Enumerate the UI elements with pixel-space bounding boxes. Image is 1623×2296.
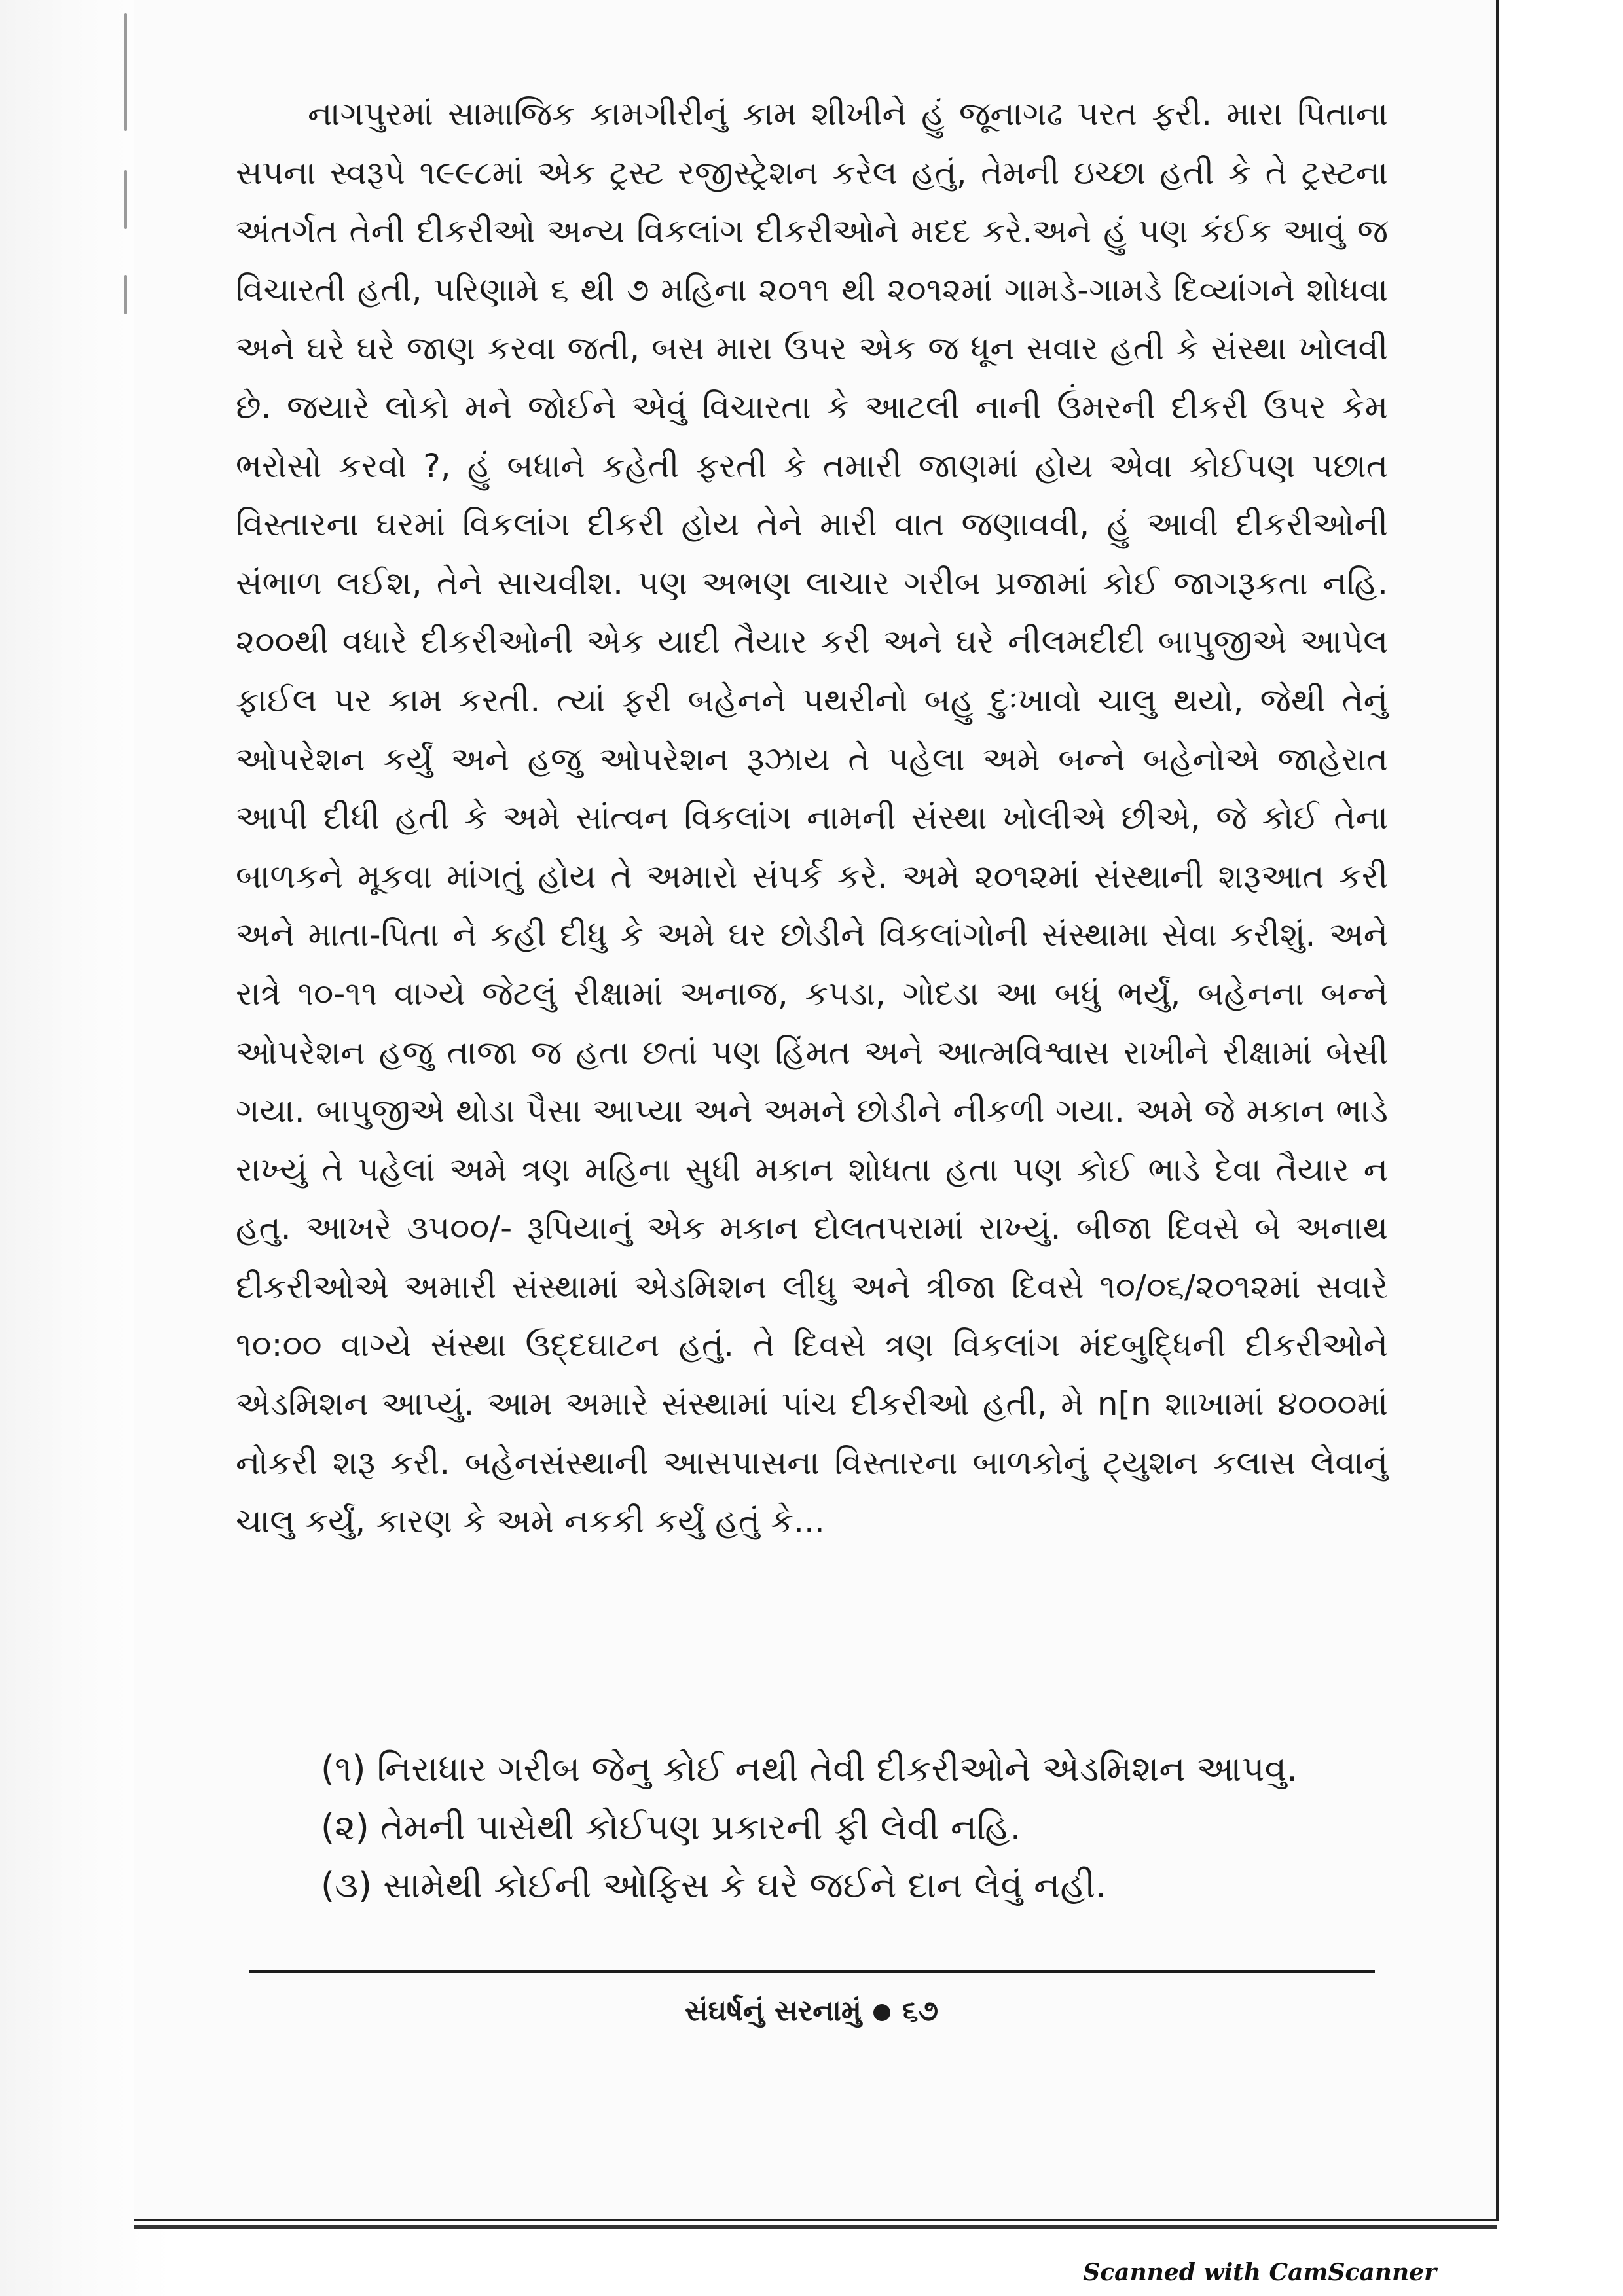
book-title: સંઘર્ષનું સરનામું <box>684 1994 862 2028</box>
body-paragraph: નાગપુરમાં સામાજિક કામગીરીનું કામ શીખીને હું જૂનાગઢ પરત ફરી. મારા પિતાના સપના સ્વરૂપે ૧૯૯૮માં એક ટ્રસ્ટ રજીસ્ટ્રેશન કરેલ હતું, તેમની ઇચ્છા હતી કે તે ટ્રસ્ટના અંતર્ગત તેની દીકરીઓ અન્ય વિકલાંગ દીકરીઓને મદદ કરે.અને હું પણ કંઈક આવું જ વિચારતી હતી, પરિણામે ૬ થી ૭ મહિના ૨૦૧૧ થી ૨૦૧૨માં ગામડે-ગામડે દિવ્યાંગને શોધવા અને ઘરે ઘરે જાણ કરવા જતી, બસ મારા ઉપર એક જ ધૂન સવાર હતી કે સંસ્થા ખોલવી છે. જયારે લોકો મને જોઈને એવું વિચારતા કે આટલી નાની ઉંમરની દીકરી ઉપર કેમ ભરોસો કરવો ?, હું બધાને કહેતી ફરતી કે તમારી જાણમાં હોય એવા કોઈપણ પછાત વિસ્તારના ઘરમાં વિકલાંગ દીકરી હોય તેને મારી વાત જણાવવી, હું આવી દીકરીઓની સંભાળ લઈશ, તેને સાચવીશ. પણ અભણ લાચાર ગરીબ પ્રજામાં કોઈ જાગરૂકતા નહિ. ૨૦૦થી વધારે દીકરીઓની એક યાદી તૈયાર કરી અને ઘરે નીલમદીદી બાપુજીએ આપેલ ફાઈલ પર કામ કરતી. ત્યાં ફરી બહેનને પથરીનો બહુ દુઃખાવો ચાલુ થયો, જેથી તેનું ઓપરેશન કર્યું અને હજુ ઓપરેશન રૂઝાય તે પહેલા અમે બન્ને બહેનોએ જાહેરાત આપી દીધી હતી કે અમે સાંત્વન વિકલાંગ નામની સંસ્થા ખોલીએ છીએ, જે કોઈ તેના બાળકને મૂકવા માંગતું હોય તે અમારો સંપર્ક કરે. અમે ૨૦૧૨માં સંસ્થાની શરૂઆત કરી અને માતા-પિતા ને કહી દીધુ કે અમે ઘર છોડીને વિકલાંગોની સંસ્થામા સેવા કરીશું. અને રાત્રે ૧૦-૧૧ વાગ્યે જેટલું રીક્ષામાં અનાજ, કપડા, ગોદડા આ બધું ભર્યું, બહેનના બન્ને ઓપરેશન હજુ તાજા જ હતા છતાં પણ હિંમત અને આત્મવિશ્વાસ રાખીને રીક્ષામાં બેસી ગયા. બાપુજીએ થોડા પૈસા આપ્યા અને અમને છોડીને નીકળી ગયા. અમે જે મકાન ભાડે રાખ્યું તે પહેલાં અમે ત્રણ મહિના સુધી મકાન શોધતા હતા પણ કોઈ ભાડે દેવા તૈયાર ન હતુ. આખરે ૩૫૦૦/- રૂપિયાનું એક મકાન દોલતપરામાં રાખ્યું. બીજા દિવસે બે અનાથ દીકરીઓએ અમારી સંસ્થામાં એડમિશન લીધુ અને ત્રીજા દિવસે ૧૦/૦૬/૨૦૧૨માં સવારે ૧૦:૦૦ વાગ્યે સંસ્થા ઉદ્દઘાટન હતું. તે દિવસે ત્રણ વિકલાંગ મંદબુદ્ધિની દીકરીઓને એડમિશન આપ્યું. આમ અમારે સંસ્થામાં પાંચ દીકરીઓ હતી, મે n[n શાખામાં ૪૦૦૦માં નોકરી શરૂ કરી. બહેનસંસ્થાની આસપાસના વિસ્તારના બાળકોનું ટ્યુશન કલાસ લેવાનું ચાલુ કર્યું, કારણ કે અમે નકકી કર્યું હતું કે... <box>236 95 1388 1541</box>
binding-mark <box>124 170 127 229</box>
binding-mark <box>124 275 127 314</box>
footer-divider <box>249 1970 1375 1973</box>
binding-mark <box>124 13 127 131</box>
page-bottom-edge <box>134 2225 1497 2229</box>
page-number: ૬૭ <box>902 1994 939 2028</box>
rule-item: (૩) સામેથી કોઈની ઓફિસ કે ઘરે જઈને દાન લેવું નહી. <box>321 1865 1107 1906</box>
page-footer <box>0 1992 1623 2031</box>
bullet-icon <box>873 2004 890 2021</box>
rules-list <box>321 1740 1401 1914</box>
rule-item: (૧) નિરાધાર ગરીબ જેનુ કોઈ નથી તેવી દીકરીઓને એડમિશન આપવુ. <box>321 1748 1298 1789</box>
rule-item: (૨) તેમની પાસેથી કોઈપણ પ્રકારની ફી લેવી નહિ. <box>321 1806 1021 1848</box>
camscanner-watermark: Scanned with CamScanner <box>1083 2259 1436 2286</box>
